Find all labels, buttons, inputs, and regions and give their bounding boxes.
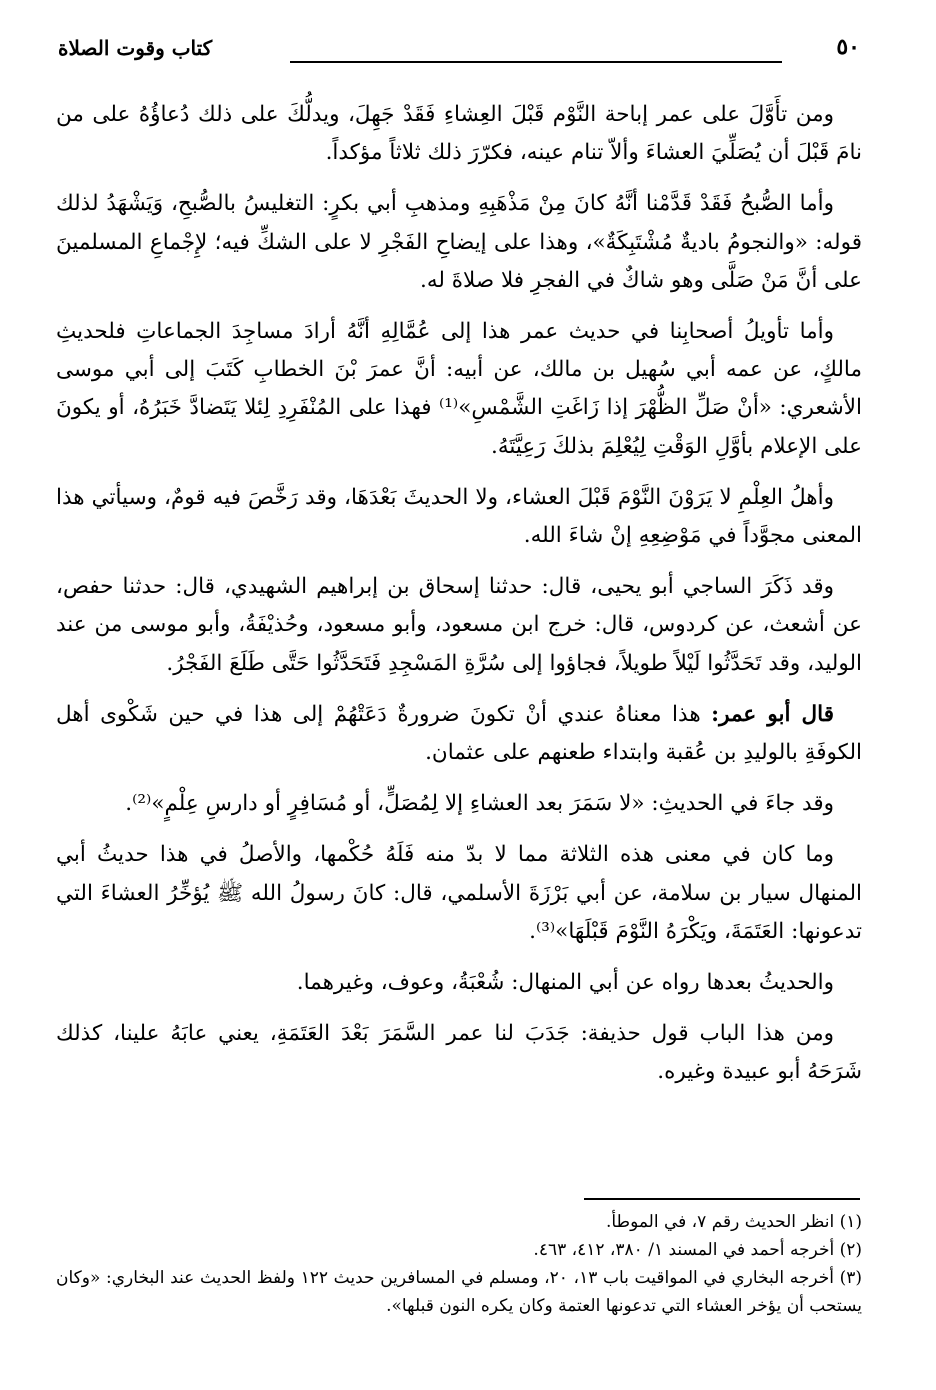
- header-rule: [290, 61, 782, 63]
- paragraph: وقد ذَكَرَ الساجي أبو يحيى، قال: حدثنا إسحاق بن إبراهيم الشهيدي، قال: حدثنا حفص، عن أشعث، عن كردوس، قال: خرج ابن مسعود، وأبو مسعود، وحُذيْفَةُ، وأبو موسى من عند الوليد، وقد تَحَدَّثُوا لَيْلاً طويلاً، فجاؤوا إلى سُرَّةِ المَسْجِدِ فَتَحَدَّثُوا حَتَّى طَلَعَ الفَجْرُ.: [56, 574, 862, 676]
- speaker-label: قال أبو عمر:: [711, 701, 835, 727]
- paragraph-text: هذا معناهُ عندي أنْ تكونَ ضرورةٌ دَعَتْهُمْ إلى هذا في حين شَكْوى أهل الكوفَةِ بالوليدِ بن عُقبة وابتداء طعنهم على عثمان.: [56, 701, 862, 766]
- paragraph: وما كان في معنى هذه الثلاثة مما لا بدّ منه فَلَهُ حُكْمها، والأصلُ في هذا حديثُ أبي المنهال سيار بن سلامة، عن أبي بَرْزَةَ الأسلمي، قال: كانَ رسولُ الله ﷺ يُؤخِّرُ العشاءَ التي تدعونها: العَتَمَةَ، ويَكْرَهُ النَّوْمَ قَبْلَهَا»⁽³⁾.: [56, 842, 862, 944]
- main-text: [56, 96, 862, 1105]
- paragraph: ومن تأَوَّلَ على عمر إباحة النَّوْم قَبْلَ العِشاءِ فَقَدْ جَهِلَ، ويدلُّكَ على ذلك دُعاؤُهُ على من نامَ قَبْلَ أن يُصَلِّيَ العشاءَ وألاّ تنام عينه، فكرّرَ ذلك ثلاثاً مؤكداً.: [56, 102, 862, 166]
- paragraph: والحديثُ بعدها رواه عن أبي المنهال: شُعْبَةُ، وعوف، وغيرهما.: [296, 970, 834, 996]
- footnote-rule: [584, 1198, 860, 1200]
- footnote: (٣) أخرجه البخاري في المواقيت باب ١٣، ٢٠، ومسلم في المسافرين حديث ١٢٢ ولفظ الحديث عند البخاري: «وكان يستحب أن يؤخر العشاء التي تدعونها العتمة وكان يكره النون قبلها».: [56, 1268, 863, 1316]
- page-number: ٥٠: [836, 34, 860, 60]
- paragraph: وأهلُ العِلْمِ لا يَرَوْنَ النَّوْمَ قَبْلَ العشاء، ولا الحديثَ بَعْدَهَا، وقد رَخَّصَ فيه قومٌ، وسيأتي هذا المعنى مجوَّداً في مَوْضِعِهِ إنْ شاءَ الله.: [56, 484, 862, 549]
- paragraph: وأما تأويلُ أصحابِنا في حديث عمر هذا إلى عُمَّالِهِ أنَّهُ أرادَ مساجِدَ الجماعاتِ فلحديثِ مالكٍ، عن عمه أبي سُهيل بن مالك، عن أبيه: أنَّ عمرَ بْنَ الخطابِ كَتَبَ إلى أبي موسى الأشعري: «أنْ صَلِّ الظُّهْرَ إذا زَاغَتِ الشَّمْسِ»⁽¹⁾ فهذا على المُنْفَرِدِ لِئلا يَتَضادَّ خَبَرُهُ، أو يكونَ على الإعلام بأوَّلِ الوَقْتِ لِيُعْلِمَ بذلكَ رَعِيَّتَهُ.: [56, 319, 862, 459]
- running-header: [58, 34, 860, 64]
- footnote: (٢) أخرجه أحمد في المسند ١/ ٣٨٠، ٤١٢، ٤٦٣.: [533, 1240, 862, 1260]
- paragraph: [56, 696, 862, 772]
- footnotes: [56, 1208, 862, 1320]
- book-title: كتاب وقوت الصلاة: [58, 36, 213, 60]
- paragraph: وأما الصُّبحُ فَقَدْ قَدَّمْنا أنَّهُ كانَ مِنْ مَذْهَبِهِ ومذهبِ أبي بكرٍ: التغليسُ بالصُّبحِ، وَيَشْهَدُ لذلك قوله: «والنجومُ باديةٌ مُشْتَبِكَةٌ»، وهذا على إيضاحِ الفَجْرِ لا على الشكِّ فيه؛ لإِجْماعِ المسلمينَ على أنَّ مَنْ صَلَّى وهو شاكٌ في الفجرِ فلا صلاةَ له.: [56, 191, 862, 293]
- footnote: (١) انظر الحديث رقم ٧، في الموطأ.: [605, 1212, 862, 1232]
- paragraph: وقد جاءَ في الحديثِ: «لا سَمَرَ بعد العشاءِ إلا لِمُصَلٍّ، أو مُسَافِرٍ أو دارسِ عِلْمٍ»⁽²⁾.: [125, 791, 834, 817]
- paragraph: ومن هذا الباب قول حذيفة: جَدَبَ لنا عمر السَّمَرَ بَعْدَ العَتَمَةِ، يعني عابَهُ علينا، كذلك شَرَحَهُ أبو عبيدة وغيره.: [56, 1021, 862, 1085]
